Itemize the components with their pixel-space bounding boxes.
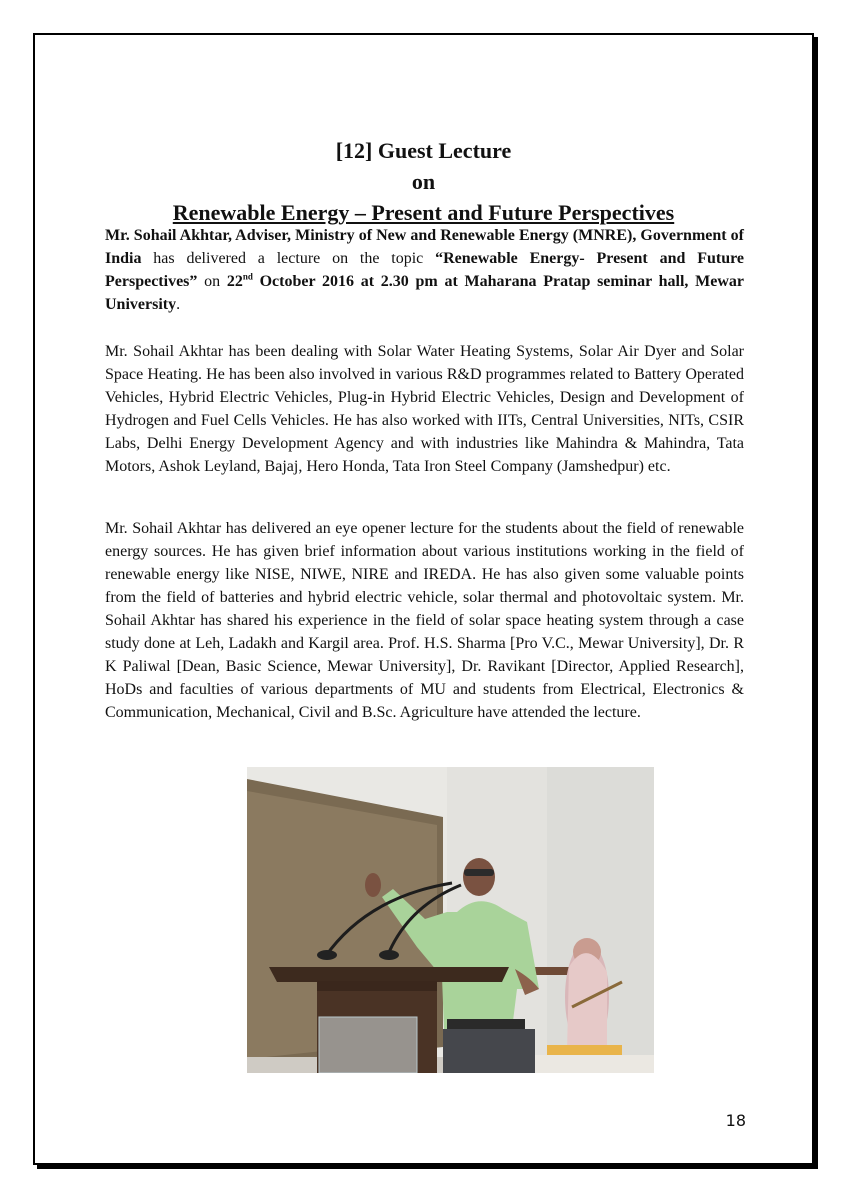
- experience-paragraph: Mr. Sohail Akhtar has been dealing with Solar Water Heating Systems, Solar Air Dyer and Solar Space Heating. He has been also involved in various R&D programmes related to Battery Operated Vehicles, Hybrid Electric Vehicles, Plug-in Hybrid Electric Vehicles, Design and Development of Hydrogen and Fuel Cells Vehicles. He has also worked with IITs, Central Universities, NITs, CSIR Labs, Delhi Energy Development Agency and with industries like Mahindra & Mahindra, Tata Motors, Ashok Leyland, Bajaj, Hero Honda, Tata Iron Steel Company (Jamshedpur) etc.: [105, 343, 744, 475]
- intro-text-1: has delivered a lecture on the topic: [141, 250, 436, 267]
- speaker-name: Mr. Sohail Akhtar, Adviser, Ministry of New and Renewable Energy (MNRE), Government of India: [105, 227, 744, 267]
- intro-paragraph: [105, 224, 744, 316]
- title-line-1: [12] Guest Lecture: [335, 138, 512, 163]
- intro-text-2: on: [197, 273, 227, 290]
- lecture-date-day: 22: [226, 273, 243, 290]
- title-line-2: on: [411, 169, 436, 194]
- title-line-3: Renewable Energy – Present and Future Perspectives: [172, 200, 675, 225]
- lecture-topic: “Renewable Energy- Present and Future Perspectives”: [105, 250, 745, 290]
- page-frame: [33, 33, 814, 1165]
- lecture-date-suffix: nd: [242, 271, 253, 282]
- page-number: 18: [725, 1111, 746, 1130]
- intro-end: .: [176, 296, 181, 313]
- speaker-at-podium-image: [247, 767, 654, 1073]
- title-block: [35, 135, 812, 228]
- lecture-date-venue: October 2016 at 2.30 pm at Maharana Pratap seminar hall, Mewar University: [105, 273, 744, 313]
- lecture-summary-paragraph: Mr. Sohail Akhtar has delivered an eye opener lecture for the students about the field of renewable energy sources. He has given brief information about various institutions working in the field of renewable energy like NISE, NIWE, NIRE and IREDA. He has also given some valuable points from the field of batteries and hybrid electric vehicle, solar thermal and photovoltaic system. Mr. Sohail Akhtar has shared his experience in the field of solar space heating system through a case study done at Leh, Ladakh and Kargil area. Prof. H.S. Sharma [Pro V.C., Mewar University], Dr. R K Paliwal [Dean, Basic Science, Mewar University], Dr. Ravikant [Director, Applied Research], HoDs and faculties of various departments of MU and students from Electrical, Electronics & Communication, Mechanical, Civil and B.Sc. Agriculture have attended the lecture.: [105, 520, 744, 721]
- lecture-photo: [247, 767, 654, 1073]
